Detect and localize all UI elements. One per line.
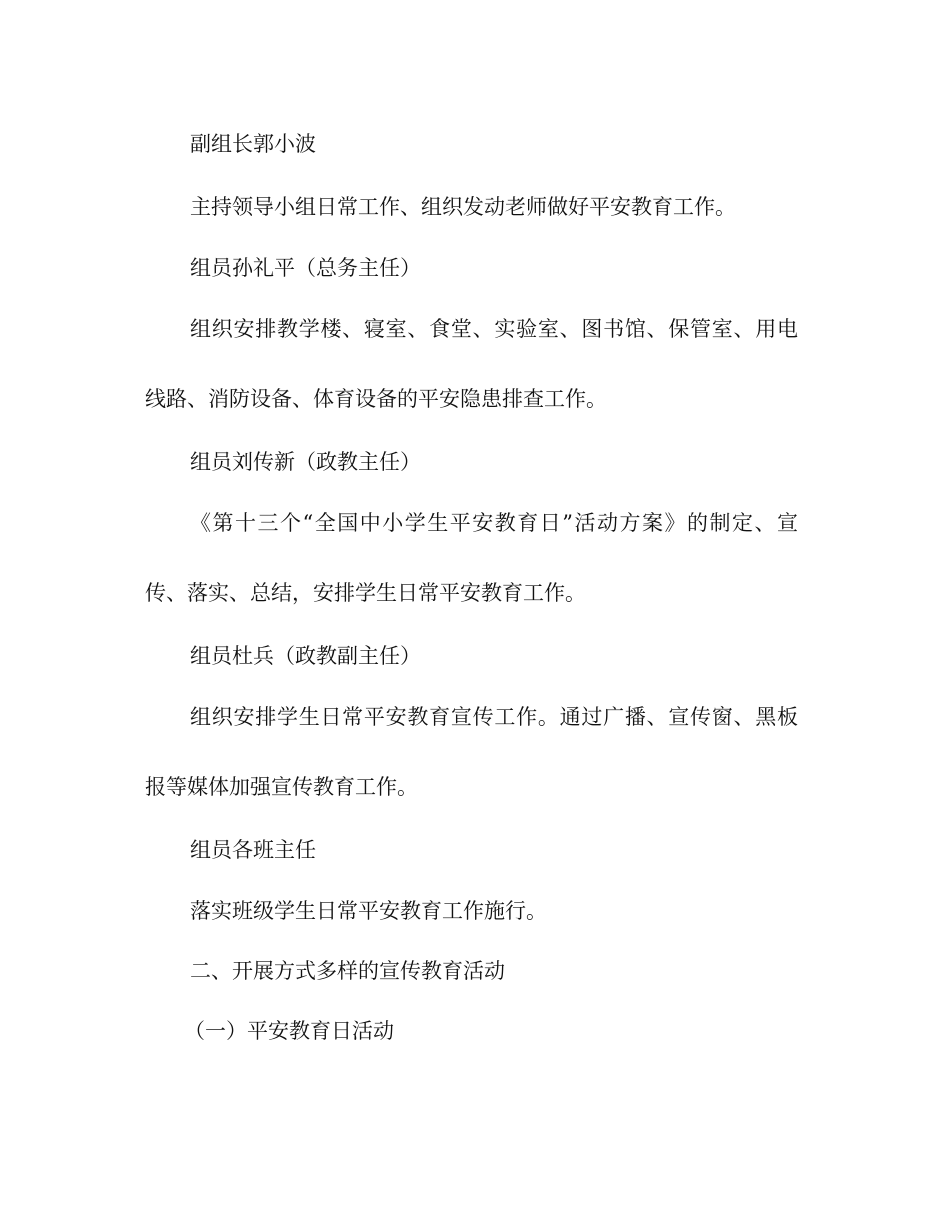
paragraph-member-sun: 组员孙礼平（总务主任） [190, 256, 421, 280]
paragraph-member-class-teachers: 组员各班主任 [190, 838, 316, 862]
paragraph-member-du: 组员杜兵（政教副主任） [190, 644, 421, 668]
paragraph-deputy-leader-duty: 主持领导小组日常工作、组织发动老师做好平安教育工作。 [190, 195, 736, 219]
section-heading-2: 二、开展方式多样的宣传教育活动 [190, 959, 505, 983]
paragraph-member-sun-duty-line2: 线路、消防设备、体育设备的平安隐患排查工作。 [145, 387, 607, 411]
paragraph-member-sun-duty-line1: 组织安排教学楼、寝室、食堂、实验室、图书馆、保管室、用电 [190, 317, 798, 341]
paragraph-member-du-duty-line2: 报等媒体加强宣传教育工作。 [145, 775, 418, 799]
paragraph-deputy-leader: 副组长郭小波 [190, 132, 316, 156]
paragraph-class-teachers-duty: 落实班级学生日常平安教育工作施行。 [190, 899, 547, 923]
paragraph-member-du-duty-line1: 组织安排学生日常平安教育宣传工作。通过广播、宣传窗、黑板 [190, 705, 798, 729]
paragraph-member-liu: 组员刘传新（政教主任） [190, 450, 421, 474]
paragraph-member-liu-duty-line2: 传、落实、总结，安排学生日常平安教育工作。 [145, 581, 586, 605]
subsection-heading-1: （一）平安教育日活动 [184, 1019, 394, 1043]
paragraph-member-liu-duty-line1: 《第十三个“全国中小学生平安教育日”活动方案》的制定、宣 [190, 511, 798, 535]
